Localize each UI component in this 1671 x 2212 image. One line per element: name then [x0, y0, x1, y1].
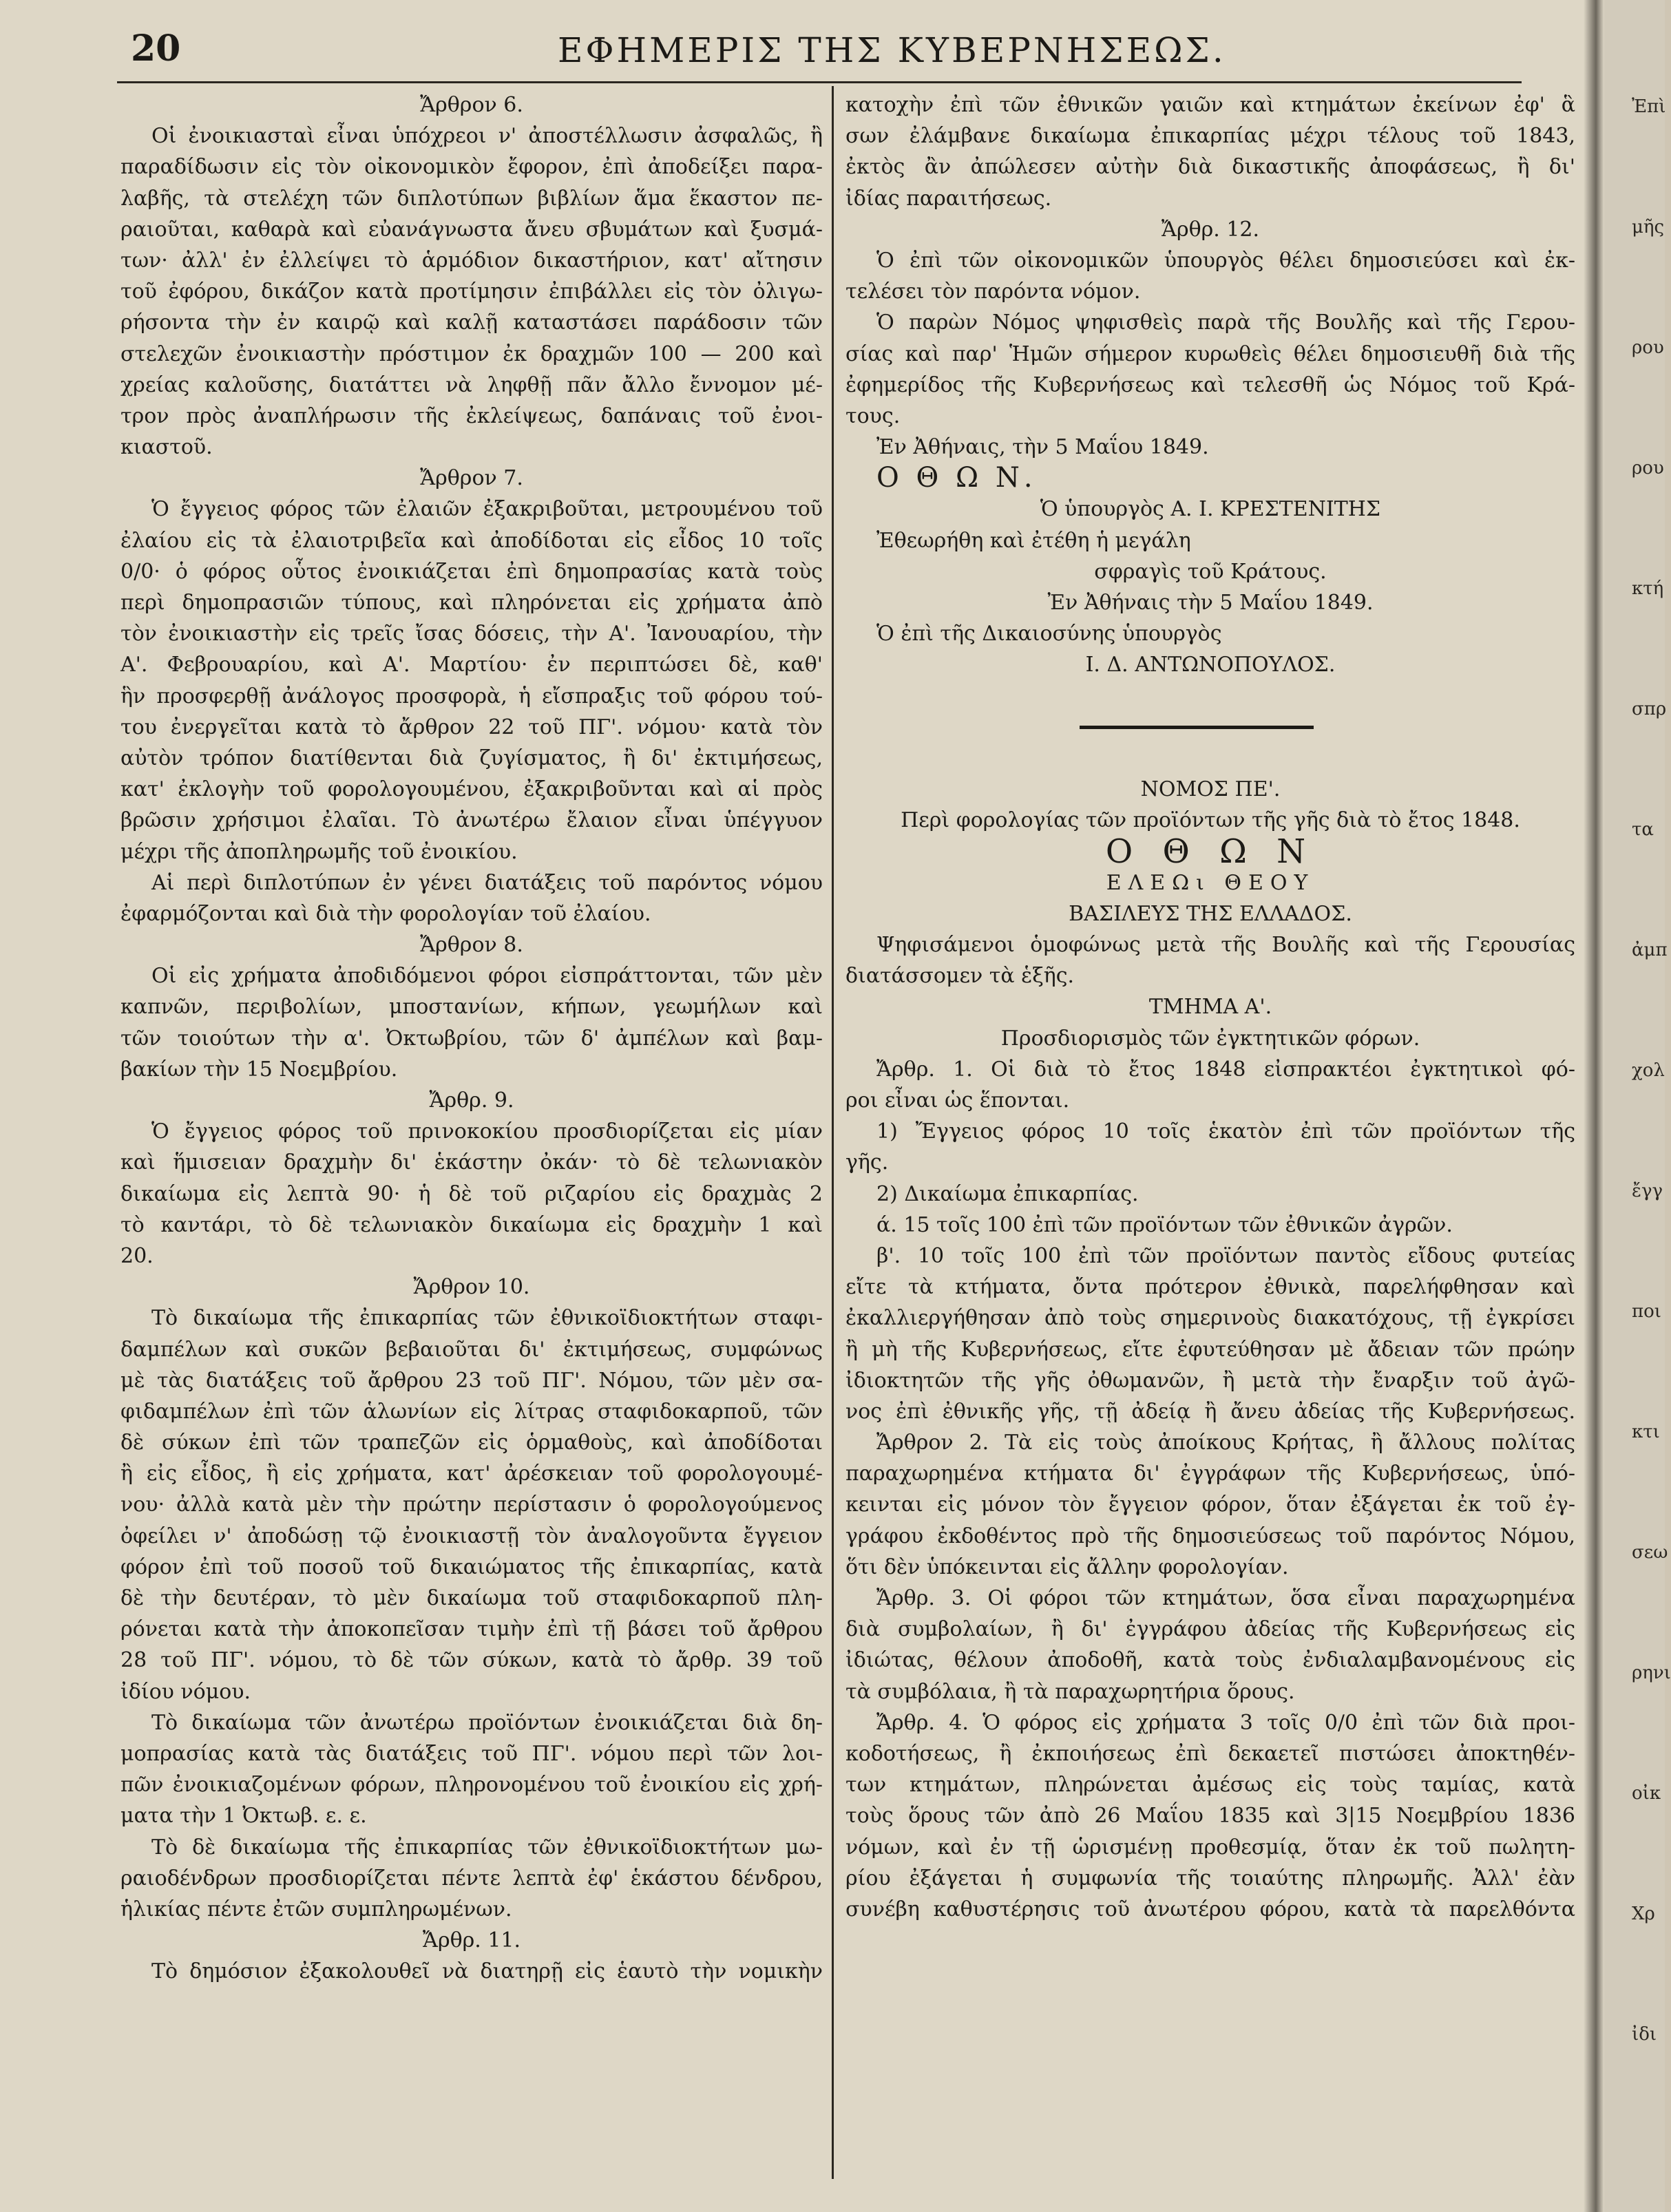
text-line: Ἄρθρον 6.: [420, 93, 523, 117]
text-line: Ἄρθρον 7.: [420, 466, 523, 491]
page-header: [131, 28, 1577, 76]
facing-page-fragment: κτι: [1632, 1422, 1660, 1442]
text-line: τὸ καντάρι, τὸ δὲ τελωνιακὸν δικαίωμα εἰς δραχμὴν 1 καὶ: [120, 1212, 823, 1237]
text-line: χρείας καλοῦσης, διατάττει νὰ ληφθῇ πᾶν ἄλλο ἔννομον μέ-: [120, 372, 823, 397]
text-line: Τὸ δὲ δικαίωμα τῆς ἐπικαρπίας τῶν ἐθνικοϊδιοκτήτων μω-: [151, 1835, 823, 1860]
text-line: Ἄρθρ. 1. Οἱ διὰ τὸ ἔτος 1848 εἰσπρακτέοι ἐγκτητικοὶ φό-: [876, 1057, 1575, 1082]
text-line: Ὁ ἔγγειος φόρος τοῦ πρινοκοκίου προσδιορίζεται εἰς μίαν: [151, 1119, 823, 1144]
facing-page-strip: [1604, 0, 1671, 2212]
text-line: ἰδίας παραιτήσεως.: [845, 186, 1052, 211]
text-line: Ἄρθρ. 12.: [1161, 217, 1260, 242]
text-line: διὰ συμβολαίων, ἢ δι' ἐγγράφου ἀδείας τῆς Κυβερνήσεως εἰς: [845, 1617, 1575, 1642]
text-line: μὲ τὰς διατάξεις τοῦ ἄρθρου 23 τοῦ ΠΓ'. Νόμου, τῶν μὲν σα-: [120, 1368, 823, 1393]
text-line: ματα τὴν 1 Ὀκτωβ. ε. ε.: [120, 1804, 367, 1829]
text-line: Ὁ ἐπὶ τῆς Δικαιοσύνης ὑπουργὸς: [876, 622, 1222, 646]
text-line: τρον πρὸς ἀναπλήρωσιν τῆς ἐκλείψεως, δαπάναις τοῦ ἐνοι-: [120, 403, 823, 428]
text-line: ρήσοντα τὴν ἐν καιρῷ καὶ καλῇ καταστάσει παράδοσιν τῶν: [120, 310, 823, 335]
text-line: ὅτι δὲν ὑπόκεινται εἰς ἄλλην φορολογίαν.: [845, 1555, 1289, 1579]
text-line: Ι. Δ. ΑΝΤΩΝΟΠΟΥΛΟΣ.: [1085, 653, 1336, 677]
facing-page-fragment: Χρ: [1632, 1904, 1655, 1924]
text-line: Ὁ ὑπουργὸς Α. Ι. ΚΡΕΣΤΕΝΙΤΗΣ: [1040, 497, 1381, 522]
text-line: τοὺς ὅρους τῶν ἀπὸ 26 Μαΐου 1835 καὶ 3|15 Νοεμβρίου 1836: [845, 1804, 1575, 1829]
text-line: τελέσει τὸν παρόντα νόμον.: [845, 280, 1141, 304]
text-line: 2) Δικαίωμα ἐπικαρπίας.: [876, 1181, 1139, 1206]
text-line: ά. 15 τοῖς 100 ἐπὶ τῶν προϊόντων τῶν ἐθνικῶν ἀγρῶν.: [876, 1212, 1453, 1237]
text-line: Ἐθεωρήθη καὶ ἐτέθη ἡ μεγάλη: [876, 528, 1191, 553]
text-line: ὀφείλει ν' ἀποδώσῃ τῷ ἐνοικιαστῇ τὸν ἀναλογοῦντα ἔγγειον: [120, 1524, 823, 1548]
text-line: ἐλαίου εἰς τὰ ἐλαιοτριβεῖα καὶ ἀποδίδοται εἰς εἶδος 10 τοῖς: [120, 528, 823, 553]
text-line: στελεχῶν ἐνοικιαστὴν πρόστιμον ἐκ δραχμῶν 100 — 200 καὶ: [120, 341, 823, 366]
text-line: Ἄρθρον 10.: [413, 1275, 530, 1300]
facing-page-fragment: κτή: [1632, 578, 1664, 599]
text-line: [845, 681, 1575, 712]
facing-page-fragment: σεω: [1632, 1542, 1668, 1563]
text-line: βρῶσιν χρήσιμοι ἐλαῖαι. Τὸ ἀνωτέρω ἔλαιον εἶναι ὑπέγγυον: [120, 808, 823, 833]
text-line: γράφου ἐκδοθέντος πρὸ τῆς δημοσιεύσεως τοῦ παρόντος Νόμου,: [845, 1524, 1575, 1548]
text-line: ἰδιοκτητῶν τῆς γῆς ὀθωμανῶν, ἢ μετὰ τὴν ἔναρξιν τοῦ ἀγῶ-: [845, 1368, 1575, 1393]
text-line: 0/0· ὁ φόρος οὗτος ἐνοικιάζεται ἐπὶ δημοπρασίας κατὰ τοὺς: [120, 559, 823, 584]
text-line: μοπρασίας κατὰ τὰς διατάξεις τοῦ ΠΓ'. νόμου περὶ τῶν λοι-: [120, 1741, 823, 1766]
text-line: Ἐν Ἀθήναις τὴν 5 Μαΐου 1849.: [1047, 591, 1374, 615]
right-column: [845, 89, 1575, 1925]
header-rule: [117, 81, 1522, 83]
text-line: τὸν ἐνοικιαστὴν εἰς τρεῖς ἴσας δόσεις, τὴν Α'. Ἰανουαρίου, τὴν: [120, 622, 823, 646]
text-line: ΕΛΕΩι ΘΕΟΥ: [1106, 870, 1315, 895]
text-line: πῶν ἐνοικιαζομένων φόρων, πληρονομένου τοῦ ἐνοικίου εἰς χρή-: [120, 1773, 823, 1798]
text-line: ραιοῦται, καθαρὰ καὶ εὐανάγνωστα ἄνευ σβυμάτων καὶ ξυσμά-: [120, 217, 823, 242]
text-line: νου· ἀλλὰ κατὰ μὲν τὴν πρώτην περίστασιν ὁ φορολογούμενος: [120, 1493, 823, 1517]
text-line: σων ἐλάμβανε δικαίωμα ἐπικαρπίας μέχρι τέλους τοῦ 1843,: [845, 124, 1575, 149]
text-line: κοδοτήσεως, ἢ ἐκποιήσεως ἐπὶ δεκαετεῖ πιστώσει ἀποκτηθέν-: [845, 1741, 1575, 1766]
text-line: ἐφημερίδος τῆς Κυβερνήσεως καὶ τελεσθῆ ὡς Νόμος τοῦ Κρά-: [845, 372, 1575, 397]
facing-page-fragment: ἰδι: [1632, 2024, 1657, 2045]
text-line: γῆς.: [845, 1150, 889, 1175]
text-line: ἰδίου νόμου.: [120, 1679, 251, 1704]
text-line: κιαστοῦ.: [120, 435, 213, 460]
text-line: καπνῶν, περιβολίων, μποστανίων, κήπων, γεωμήλων καὶ: [120, 995, 823, 1020]
page-number: 20: [131, 28, 181, 70]
text-line: ἢ μὴ τῆς Κυβερνήσεως, εἴτε ἐφυτεύθησαν μὲ ἄδειαν τῶν πρώην: [845, 1337, 1575, 1362]
text-line: ἐκτὸς ἂν ἀπώλεσεν αὐτὴν διὰ δικαστικῆς ἀποφάσεως, ἢ δι': [845, 155, 1575, 180]
text-line: αὐτὸν τρόπον διατίθενται διὰ ζυγίσματος, ἢ δι' ἐκτιμήσεως,: [120, 746, 823, 770]
facing-page-fragment: μῆς: [1632, 217, 1665, 238]
text-line: Ἐν Ἀθήναις, τὴν 5 Μαΐου 1849.: [876, 435, 1209, 460]
text-line: των· ἀλλ' ἐν ἐλλείψει τὸ ἁρμόδιον δικαστήριον, κατ' αἴτησιν: [120, 248, 823, 273]
text-line: εἴτε τὰ κτήματα, ὄντα πρότερον ἐθνικὰ, παρελήφθησαν καὶ: [845, 1275, 1575, 1300]
text-line: ρόνεται κατὰ τὴν ἀποκοπεῖσαν τιμὴν ἐπὶ τῇ βάσει τοῦ ἄρθρου: [120, 1617, 823, 1642]
text-line: λαβῆς, τὰ στελέχη τῶν διπλοτύπων βιβλίων ἅμα ἕκαστον πε-: [120, 186, 823, 211]
text-line: Ο Θ Ω Ν: [1105, 832, 1316, 871]
text-line: Αἱ περὶ διπλοτύπων ἐν γένει διατάξεις τοῦ παρόντος νόμου: [151, 870, 823, 895]
facing-page-fragment: τα: [1632, 819, 1654, 840]
text-line: Τὸ δικαίωμα τῆς ἐπικαρπίας τῶν ἐθνικοϊδιοκτήτων σταφι-: [151, 1306, 823, 1331]
text-line: β'. 10 τοῖς 100 ἐπὶ τῶν προϊόντων παντὸς εἴδους φυτείας: [876, 1243, 1575, 1268]
text-line: φόρον ἐπὶ τοῦ ποσοῦ τοῦ δικαιώματος τῆς ἐπικαρπίας, κατὰ: [120, 1555, 823, 1579]
text-line: κεινται εἰς μόνον τὸν ἔγγειον φόρον, ὅταν ἐξάγεται ἐκ τοῦ ἐγ-: [845, 1493, 1575, 1517]
column-divider: [832, 86, 834, 2179]
facing-page-fragment: ἀμπ: [1632, 940, 1668, 960]
text-line: καὶ ἥμισειαν δραχμὴν δι' ἑκάστην ὀκάν· τὸ δὲ τελωνιακὸν: [120, 1150, 823, 1175]
facing-page-fragment: ρου: [1632, 337, 1664, 358]
text-line: σίας καὶ παρ' Ἡμῶν σήμερον κυρωθεὶς θέλει δημοσιευθῆ διὰ τῆς: [845, 341, 1575, 366]
text-line: τους.: [845, 403, 901, 428]
text-line: Ὁ ἔγγειος φόρος τῶν ἐλαιῶν ἐξακριβοῦται, μετρουμένου τοῦ: [151, 497, 823, 522]
text-line: Προσδιορισμὸς τῶν ἐγκτητικῶν φόρων.: [1000, 1026, 1420, 1051]
text-line: ΝΟΜΟΣ ΠΕ'.: [1140, 777, 1281, 802]
text-line: Ἄρθρ. 11.: [422, 1928, 521, 1953]
text-line: Τὸ δημόσιον ἐξακολουθεῖ νὰ διατηρῇ εἰς ἑαυτὸ τὴν νομικὴν: [151, 1959, 823, 1984]
text-line: ἐκαλλιεργήθησαν ἀπὸ τοὺς σημερινοὺς διακατόχους, τῇ ἐγκρίσει: [845, 1306, 1575, 1331]
text-line: νόμων, καὶ ἐν τῇ ὡρισμένῃ προθεσμίᾳ, ὅταν ἐκ τοῦ πωλητη-: [845, 1835, 1575, 1860]
text-line: ἡλικίας πέντε ἐτῶν συμπληρωμένων.: [120, 1897, 512, 1921]
text-line: τῶν τοιούτων τὴν α'. Ὀκτωβρίου, τῶν δ' ἀμπέλων καὶ βαμ-: [120, 1026, 823, 1051]
facing-page-fragment: ρου: [1632, 458, 1664, 478]
text-line: Ἄρθρον 8.: [420, 933, 523, 958]
book-spine: [1584, 0, 1604, 2212]
facing-page-fragment: σπρ: [1632, 699, 1667, 719]
text-line: κατοχὴν ἐπὶ τῶν ἐθνικῶν γαιῶν καὶ κτημάτων ἐκείνων ἐφ' ἃ: [845, 93, 1575, 117]
text-line: δὲ τὴν δευτέραν, τὸ μὲν δικαίωμα τοῦ σταφιδοκαρποῦ πλη-: [120, 1586, 823, 1610]
text-line: ΤΜΗΜΑ Α'.: [1148, 995, 1272, 1020]
text-line: Ἄρθρ. 3. Οἱ φόροι τῶν κτημάτων, ὅσα εἶναι παραχωρημένα: [876, 1586, 1575, 1610]
left-column: [120, 89, 823, 1987]
text-line: Ὁ παρὼν Νόμος ψηφισθεὶς παρὰ τῆς Βουλῆς καὶ τῆς Γερου-: [876, 310, 1575, 335]
text-line: ραιοδένδρων προσδιορίζεται πέντε λεπτὰ ἐφ' ἑκάστου δένδρου,: [120, 1866, 823, 1890]
text-line: διατάσσομεν τὰ ἑξῆς.: [845, 964, 1075, 989]
text-line: ἣν προσφερθῇ ἀνάλογος προσφορὰ, ἡ εἴσπραξις τοῦ φόρου τού-: [120, 684, 823, 708]
facing-page-fragment: ρηνι: [1632, 1663, 1671, 1683]
journal-title: ΕΦΗΜΕΡΙΣ ΤΗΣ ΚΥΒΕΡΝΗΣΕΩΣ.: [558, 30, 1226, 70]
text-line: δὲ σύκων ἐπὶ τῶν τραπεζῶν εἰς ὁρμαθοὺς, καὶ ἀποδίδοται: [120, 1431, 823, 1455]
text-line: ρίου ἐξάγεται ἡ συμφωνία τῆς τοιαύτης πληρωμῆς. Ἀλλ' ἐὰν: [845, 1866, 1575, 1890]
text-line: τοῦ ἐφόρου, δικάζον κατὰ προτίμησιν ἐπιβάλλει εἰς τὸν ὀλιγω-: [120, 280, 823, 304]
text-line: φιδαμπέλων ἐπὶ τῶν ἁλωνίων εἰς λίτρας σταφιδοκαρποῦ, τῶν: [120, 1399, 823, 1424]
text-line: Οἱ ἐνοικιασταὶ εἶναι ὑπόχρεοι ν' ἀποστέλλωσιν ἀσφαλῶς, ἢ: [151, 124, 823, 149]
text-line: δικαίωμα εἰς λεπτὰ 90· ἡ δὲ τοῦ ριζαρίου εἰς δραχμὰς 2: [120, 1181, 823, 1206]
text-line: μέχρι τῆς ἀποπληρωμῆς τοῦ ἐνοικίου.: [120, 839, 518, 864]
text-line: παραχωρημένα κτήματα δι' ἐγγράφων τῆς Κυβερνήσεως, ὑπό-: [845, 1462, 1575, 1486]
text-line: του ἐνεργεῖται κατὰ τὸ ἄρθρον 22 τοῦ ΠΓ'. νόμου· κατὰ τὸν: [120, 715, 823, 739]
text-line: ἰδιώτας, θέλουν ἀποδοθῆ, κατὰ τοὺς ἐνδιαλαμβανομένους εἰς: [845, 1648, 1575, 1673]
facing-page-fragment: ποι: [1632, 1301, 1661, 1322]
text-line: Α'. Φεβρουαρίου, καὶ Α'. Μαρτίου· ἐν περιπτώσει δὲ, καθ': [120, 653, 823, 677]
text-line: ἐφαρμόζονται καὶ διὰ τὴν φορολογίαν τοῦ ἐλαίου.: [120, 901, 651, 926]
text-line: τὰ συμβόλαια, ἢ τὰ παραχωρητήρια ὅρους.: [845, 1679, 1295, 1704]
text-line: περὶ δημοπρασιῶν τύπους, καὶ πληρόνεται εἰς χρήματα ἀπὸ: [120, 591, 823, 615]
text-line: ΒΑΣΙΛΕΥΣ ΤΗΣ ΕΛΛΑΔΟΣ.: [1069, 901, 1352, 926]
facing-page-fragment: ἔγγ: [1632, 1181, 1663, 1201]
text-line: παραδίδωσιν εἰς τὸν οἰκονομικὸν ἔφορον, ἐπὶ ἀποδείξει παρα-: [120, 155, 823, 180]
text-line: ἢ εἰς εἶδος, ἢ εἰς χρήματα, κατ' ἀρέσκειαν τοῦ φορολογουμέ-: [120, 1462, 823, 1486]
text-line: Ο Θ Ω Ν.: [876, 462, 1037, 494]
text-line: 20.: [120, 1243, 154, 1268]
text-line: Ἄρθρ. 4. Ὁ φόρος εἰς χρήματα 3 τοῖς 0/0 ἐπὶ τῶν διὰ προι-: [876, 1710, 1575, 1735]
text-line: Ὁ ἐπὶ τῶν οἰκονομικῶν ὑπουργὸς θέλει δημοσιεύσει καὶ ἐκ-: [876, 248, 1575, 273]
text-line: δαμπέλων καὶ συκῶν βεβαιοῦται δι' ἐκτιμήσεως, συμφώνως: [120, 1337, 823, 1362]
text-line: Ἄρθρον 2. Τὰ εἰς τοὺς ἀποίκους Κρήτας, ἢ ἄλλους πολίτας: [876, 1431, 1575, 1455]
text-line: Ἄρθρ. 9.: [429, 1088, 514, 1113]
facing-page-fragment: Ἐπὶ: [1632, 96, 1666, 117]
text-line: νος ἐπὶ ἐθνικῆς γῆς, τῇ ἀδείᾳ ἢ ἄνευ ἀδείας τῆς Κυβερνήσεως.: [845, 1399, 1575, 1424]
text-line: κατ' ἐκλογὴν τοῦ φορολογουμένου, ἐξακριβοῦνται καὶ αἱ πρὸς: [120, 777, 823, 802]
text-line: 28 τοῦ ΠΓ'. νόμου, τὸ δὲ τῶν σύκων, κατὰ τὸ ἄρθρ. 39 τοῦ: [120, 1648, 823, 1673]
text-line: των κτημάτων, πληρώνεται ἀμέσως εἰς τοὺς ταμίας, κατὰ: [845, 1773, 1575, 1798]
facing-page-fragment: οἰκ: [1632, 1783, 1661, 1804]
text-line: 1) Ἔγγειος φόρος 10 τοῖς ἑκατὸν ἐπὶ τῶν προϊόντων τῆς: [876, 1119, 1575, 1144]
text-line: ροι εἶναι ὡς ἕπονται.: [845, 1088, 1070, 1113]
text-line: βακίων τὴν 15 Νοεμβρίου.: [120, 1057, 398, 1082]
text-line: συνέβη καθυστέρησις τοῦ ἀνωτέρου φόρου, κατὰ τὰ παρελθόντα: [845, 1897, 1575, 1921]
facing-page-fragment: χολ: [1632, 1060, 1665, 1081]
text-line: σφραγὶς τοῦ Κράτους.: [1094, 559, 1327, 584]
text-line: Τὸ δικαίωμα τῶν ἀνωτέρω προϊόντων ἐνοικιάζεται διὰ δη-: [151, 1710, 823, 1735]
section-divider: [845, 712, 1575, 743]
text-line: Περὶ φορολογίας τῶν προϊόντων τῆς γῆς διὰ τὸ ἔτος 1848.: [901, 808, 1520, 833]
text-line: Οἱ εἰς χρήματα ἀποδιδόμενοι φόροι εἰσπράττονται, τῶν μὲν: [151, 964, 823, 989]
text-line: Ψηφισάμενοι ὁμοφώνως μετὰ τῆς Βουλῆς καὶ τῆς Γερουσίας: [876, 933, 1575, 958]
text-line: [845, 743, 1575, 774]
